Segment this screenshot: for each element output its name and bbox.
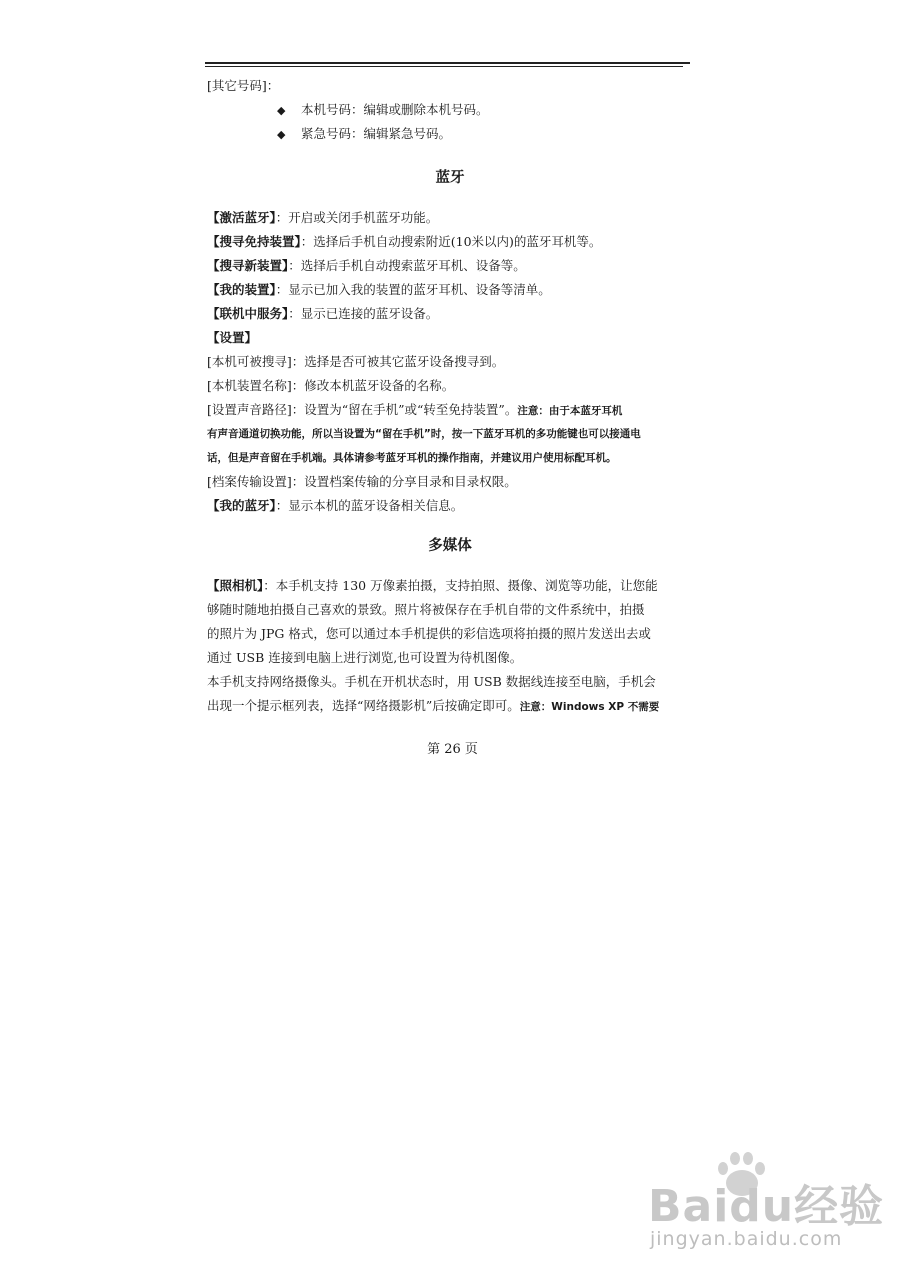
text-line (207, 574, 693, 598)
section-title-bluetooth: 蓝牙 (435, 170, 465, 186)
bullet-text: 本机号码：编辑或删除本机号码。 (301, 102, 489, 117)
text-line (207, 254, 693, 278)
term: 【联机中服务】 (207, 306, 289, 321)
page-content (207, 74, 693, 718)
bullet-item (207, 98, 693, 122)
desc: ：选择后手机自动搜索附近(10米以内)的蓝牙耳机等。 (300, 234, 602, 249)
bullet-item (207, 122, 693, 146)
desc: [设置声音路径]：设置为“留在手机”或“转至免持装置”。 (207, 402, 518, 417)
note: 注意：由于本蓝牙耳机 (517, 405, 623, 417)
text-line (207, 278, 693, 302)
text-line: [本机装置名称]：修改本机蓝牙设备的名称。 (207, 378, 455, 393)
header-rule-thin (205, 66, 683, 67)
section-title-multimedia: 多媒体 (428, 538, 472, 554)
text-line: 本手机支持网络摄像头。手机在开机状态时，用 USB 数据线连接至电脑，手机会 (207, 674, 656, 689)
diamond-bullet-icon: ◆ (277, 104, 286, 117)
desc: ：显示已加入我的装置的蓝牙耳机、设备等清单。 (275, 282, 551, 297)
desc: ：选择后手机自动搜索蓝牙耳机、设备等。 (288, 258, 526, 273)
diamond-bullet-icon: ◆ (277, 128, 286, 141)
text-line: 的照片为 JPG 格式，您可以通过本手机提供的彩信选项将拍摄的照片发送出去或 (207, 626, 651, 641)
term: 【照相机】 (207, 578, 264, 593)
watermark-url: jingyan.baidu.com (650, 1228, 843, 1250)
text-line: 【设置】 (207, 330, 258, 345)
text-line (207, 230, 693, 254)
desc: ：本手机支持 130 万像素拍摄，支持拍照、摄像、浏览等功能，让您能 (263, 578, 658, 593)
desc: ：显示已连接的蓝牙设备。 (288, 306, 439, 321)
text-line: 够随时随地拍摄自己喜欢的景致。照片将被保存在手机自带的文件系统中，拍摄 (207, 602, 645, 617)
desc: ：开启或关闭手机蓝牙功能。 (275, 210, 439, 225)
page-number: 第 26 页 (427, 742, 478, 757)
text-line: 通过 USB 连接到电脑上进行浏览,也可设置为待机图像。 (207, 650, 523, 665)
term: 【我的装置】 (207, 282, 276, 297)
term: 【激活蓝牙】 (207, 210, 276, 225)
text-line (207, 694, 693, 718)
text-line (207, 398, 693, 422)
note: 注意：Windows XP 不需要 (519, 701, 660, 713)
term: 【搜寻免持装置】 (207, 234, 301, 249)
text-line: [本机可被搜寻]：选择是否可被其它蓝牙设备搜寻到。 (207, 354, 505, 369)
text-line: [档案传输设置]：设置档案传输的分享目录和目录权限。 (207, 474, 517, 489)
desc: 出现一个提示框列表，选择“网络摄影机”后按确定即可。 (207, 698, 520, 713)
term: 【搜寻新装置】 (207, 258, 289, 273)
header-rule (205, 62, 690, 64)
text-line: [其它号码]： (207, 78, 280, 93)
text-line (207, 494, 693, 518)
note-line: 话，但是声音留在手机端。具体请参考蓝牙耳机的操作指南，并建议用户使用标配耳机。 (207, 452, 617, 464)
watermark-brand: Baidu经验 (648, 1181, 885, 1232)
bullet-text: 紧急号码：编辑紧急号码。 (301, 126, 452, 141)
text-line (207, 302, 693, 326)
desc: ：显示本机的蓝牙设备相关信息。 (275, 498, 464, 513)
term: 【我的蓝牙】 (207, 498, 276, 513)
note-line: 有声音通道切换功能，所以当设置为“留在手机”时，按一下蓝牙耳机的多功能键也可以接通电 (207, 428, 641, 440)
text-line (207, 206, 693, 230)
